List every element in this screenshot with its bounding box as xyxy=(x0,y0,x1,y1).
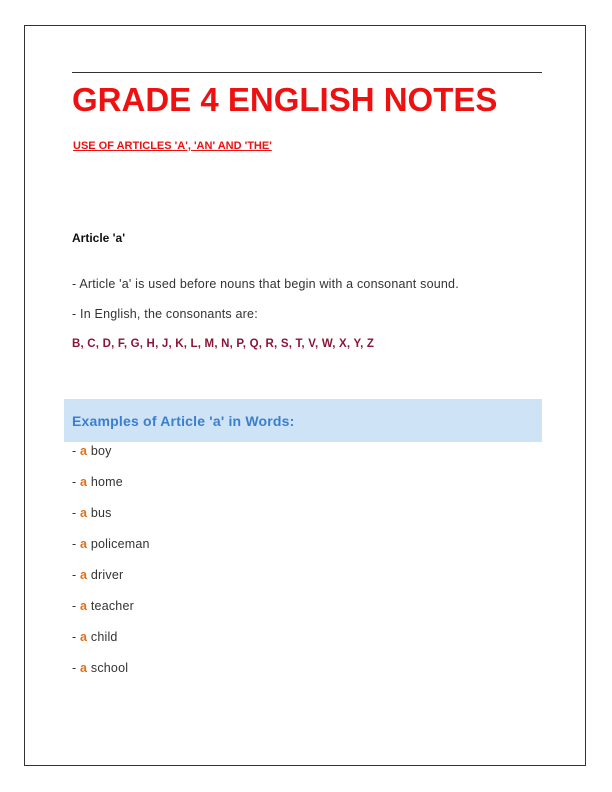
examples-heading: Examples of Article 'a' in Words: xyxy=(72,413,295,429)
section-heading: Article 'a' xyxy=(72,231,126,245)
article-a: a xyxy=(80,630,88,644)
article-a: a xyxy=(80,506,88,520)
list-dash: - xyxy=(72,506,81,520)
list-dash: - xyxy=(72,475,81,489)
example-word: bus xyxy=(87,506,112,520)
list-item xyxy=(72,660,150,691)
article-a: a xyxy=(80,537,88,551)
list-item xyxy=(72,505,150,536)
example-word: home xyxy=(87,475,123,489)
rule-line: - Article 'a' is used before nouns that begin with a consonant sound. xyxy=(72,277,459,291)
article-a: a xyxy=(80,568,88,582)
consonant-list: B, C, D, F, G, H, J, K, L, M, N, P, Q, R, S, T, V, W, X, Y, Z xyxy=(72,338,375,350)
list-dash: - xyxy=(72,444,81,458)
list-item xyxy=(72,629,150,660)
example-word: teacher xyxy=(87,599,134,613)
list-dash: - xyxy=(72,568,81,582)
list-item xyxy=(72,536,150,567)
examples-band xyxy=(64,399,542,442)
list-dash: - xyxy=(72,599,81,613)
subtitle: USE OF ARTICLES 'A', 'AN' AND 'THE' xyxy=(73,140,272,152)
article-a: a xyxy=(80,661,88,675)
example-word: school xyxy=(87,661,129,675)
list-item xyxy=(72,474,150,505)
list-item xyxy=(72,443,150,474)
list-dash: - xyxy=(72,537,81,551)
list-dash: - xyxy=(72,661,81,675)
example-word-list xyxy=(72,443,150,691)
page-title: GRADE 4 ENGLISH NOTES xyxy=(72,81,498,118)
rule-line: - In English, the consonants are: xyxy=(72,307,258,321)
top-rule xyxy=(72,72,542,73)
example-word: child xyxy=(87,630,118,644)
article-a: a xyxy=(80,444,88,458)
list-item xyxy=(72,567,150,598)
article-a: a xyxy=(80,599,88,613)
list-dash: - xyxy=(72,630,81,644)
example-word: boy xyxy=(87,444,112,458)
example-word: driver xyxy=(87,568,124,582)
list-item xyxy=(72,598,150,629)
example-word: policeman xyxy=(87,537,150,551)
article-a: a xyxy=(80,475,88,489)
